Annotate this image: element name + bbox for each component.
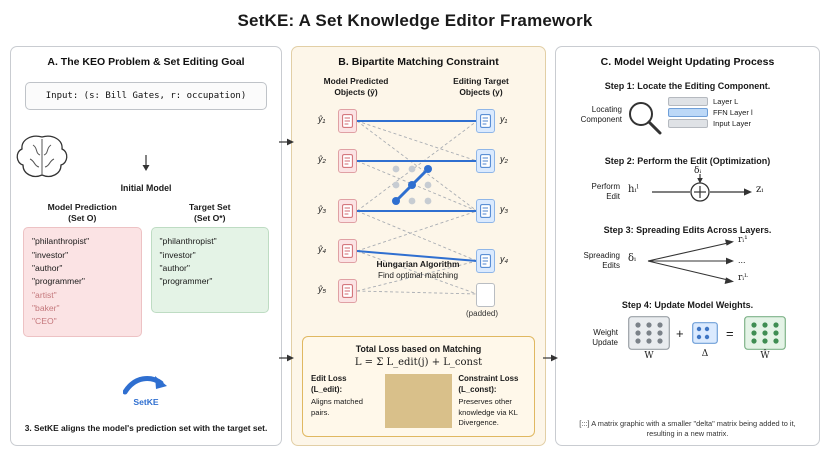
prediction-column: [23, 202, 142, 337]
target-label-4: y₄: [500, 254, 509, 264]
bipartite-headers: [292, 72, 545, 97]
target-set-box: [151, 227, 270, 313]
step-3-source: δᵢ: [628, 253, 637, 264]
loss-divider: [385, 374, 453, 428]
target-label-1: y₁: [500, 114, 508, 124]
arrow-b-to-c: [543, 352, 559, 364]
arrow-a-to-b: [279, 136, 295, 148]
predicted-doc-3: [338, 199, 357, 223]
step-1-graphic: [556, 91, 819, 147]
loss-formula: L = Σ L_edit(j) + L_const: [354, 356, 483, 368]
list-item-removed: "artist": [32, 289, 57, 300]
target-doc-1: [476, 109, 495, 133]
step-4-graphic: [556, 310, 819, 370]
bipartite-graph: [292, 99, 545, 317]
panel-b: [291, 46, 546, 446]
perform-edit-label: Perform Edit: [591, 182, 620, 201]
predicted-doc-2: [338, 149, 357, 173]
list-item: "investor": [159, 249, 196, 260]
target-column: [151, 202, 270, 337]
target-doc-3: [476, 199, 495, 223]
predicted-doc-1: [338, 109, 357, 133]
hungarian-subtitle: Find optimal matching: [377, 270, 459, 280]
list-item: "investor": [32, 249, 69, 260]
step-3-out-ellipsis: ...: [738, 255, 746, 265]
const-loss-title: Constraint Loss (L_const):: [458, 373, 519, 394]
weight-update-label: Weight Update: [592, 328, 618, 347]
panel-a-title: A. The KEO Problem & Set Editing Goal: [47, 56, 245, 68]
target-objects-header: Editing Target Objects (y): [453, 76, 509, 97]
step-2-input: hᵢˡ: [628, 184, 639, 195]
panel-c: [555, 46, 820, 446]
target-doc-4: [476, 249, 495, 273]
matrix-w: [628, 316, 670, 361]
arrow-a-to-b-2: [279, 352, 295, 364]
step-1-title: Step 1: Locate the Editing Component.: [604, 81, 771, 91]
layer-label-1: FFN Layer l: [713, 108, 753, 117]
const-loss-text: Preserves other knowledge via KL Divergence.: [458, 397, 518, 427]
sets-row: [23, 202, 269, 337]
step-2-output: zᵢ: [756, 184, 764, 195]
const-loss-col: [458, 374, 526, 428]
list-item-removed: "CEO": [32, 316, 57, 327]
predicted-doc-4: [338, 239, 357, 263]
loss-title: Total Loss based on Matching: [355, 343, 482, 354]
target-title: Target Set (Set O*): [189, 202, 231, 223]
panel-b-title: B. Bipartite Matching Constraint: [338, 56, 499, 68]
step-2-arrows: [648, 170, 760, 212]
input-box: Input: (s: Bill Gates, r: occupation): [25, 82, 267, 110]
panel-c-title: C. Model Weight Updating Process: [600, 56, 775, 68]
setke-arrow: [123, 372, 169, 398]
prediction-set-box: [23, 227, 142, 336]
spreading-edits-label: Spreading Edits: [583, 251, 620, 270]
panel-a-caption: 3. SetKE aligns the model's prediction set with the target set.: [24, 423, 268, 434]
predicted-objects-header: Model Predicted Objects (ŷ): [323, 76, 389, 97]
panel-c-caption: [:::] A matrix graphic with a smaller "delta" matrix being added to it, resulting in a new matrix.: [579, 419, 796, 439]
layer-label-2: Input Layer: [713, 119, 751, 128]
target-doc-2: [476, 149, 495, 173]
step-2-graphic: [556, 166, 819, 216]
matrix-delta: [692, 322, 718, 359]
step-3-out-1: rᵢ¹: [738, 235, 748, 245]
predicted-label-4: ŷ₄: [318, 244, 327, 254]
hungarian-title: Hungarian Algorithm: [376, 259, 460, 269]
step-3-title: Step 3: Spreading Edits Across Layers.: [603, 225, 772, 235]
predicted-label-3: ŷ₃: [318, 204, 327, 214]
step-3-graphic: [556, 235, 819, 291]
matrix-delta-label: Δ: [701, 349, 709, 359]
hungarian-grid: [388, 161, 446, 213]
list-item: "philanthropist": [159, 236, 217, 247]
edit-loss-title: Edit Loss (L_edit):: [311, 373, 347, 394]
hungarian-algorithm-label: [377, 259, 460, 281]
list-item: "author": [159, 263, 190, 274]
list-item: "programmer": [32, 276, 85, 287]
step-2-delta: δᵢ: [694, 166, 702, 176]
step-4-title: Step 4: Update Model Weights.: [621, 300, 754, 310]
list-item: "philanthropist": [32, 236, 90, 247]
brain-icon: [11, 132, 73, 182]
locating-component-label: Locating Component: [580, 105, 622, 124]
layer-stack: [668, 97, 753, 128]
setke-arrow-label: SetKE: [133, 397, 159, 407]
list-item: "programmer": [159, 276, 213, 287]
initial-model-label: Initial Model: [120, 183, 172, 193]
list-item: "author": [32, 263, 63, 274]
padded-doc: [476, 283, 495, 307]
step-2-title: Step 2: Perform the Edit (Optimization): [604, 156, 771, 166]
edit-loss-col: [311, 374, 379, 428]
padded-label: (padded): [466, 309, 499, 318]
matrix-w-hat-label: Ŵ: [760, 351, 770, 361]
target-label-3: y₃: [500, 204, 509, 214]
loss-columns: [311, 374, 526, 428]
layer-label-0: Layer L: [713, 97, 739, 106]
target-label-2: y₂: [500, 154, 508, 164]
matrix-w-hat: [744, 316, 786, 361]
matrix-w-label: W: [644, 351, 654, 361]
predicted-doc-5: [338, 279, 357, 303]
list-item-removed: "baker": [32, 303, 60, 314]
predicted-label-5: ŷ₅: [318, 284, 327, 294]
arrow-input-to-model: [141, 155, 151, 171]
page-title: SetKE: A Set Knowledge Editor Framework: [237, 11, 593, 30]
predicted-label-2: ŷ₂: [318, 154, 326, 164]
panels-container: [10, 46, 820, 446]
edit-loss-text: Aligns matched pairs.: [311, 397, 363, 417]
equals-sign: =: [726, 326, 734, 341]
panel-a: [10, 46, 282, 446]
plus-sign: +: [676, 326, 684, 341]
total-loss-box: [302, 336, 535, 437]
magnifier-icon: [626, 99, 664, 137]
prediction-title: Model Prediction (Set O): [47, 202, 117, 223]
predicted-label-1: ŷ₁: [318, 114, 326, 124]
step-3-out-L: rᵢᴸ: [738, 273, 748, 283]
